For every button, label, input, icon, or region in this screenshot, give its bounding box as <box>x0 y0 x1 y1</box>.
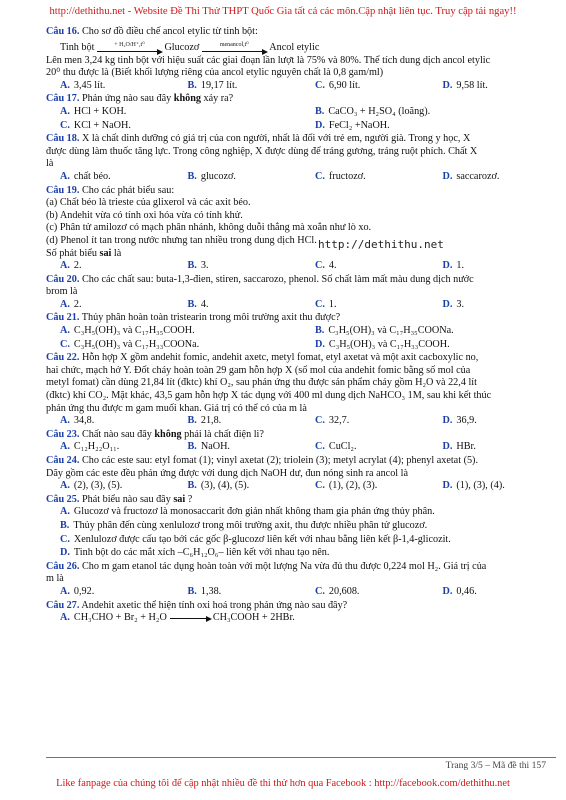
option-c[interactable]: C. 1. <box>315 298 337 310</box>
arrow-condition-2: menancol,t⁰ <box>219 41 249 48</box>
option-b[interactable]: B. 21,8. <box>187 415 222 427</box>
reaction-arrow-2 <box>202 41 266 55</box>
option-d[interactable]: D. C₃H₅(OH)₃ và C₁₇H₃₃COOH. <box>315 338 450 350</box>
option-d[interactable]: D. Tinh bột do các mắt xích –C₆H₁₂O₆– liên kết với nhau tạo nên. <box>60 547 330 559</box>
answer-options <box>46 534 556 547</box>
option-a[interactable]: A. 0,92. <box>60 585 95 597</box>
answer-options <box>46 520 556 533</box>
watermark-url: http://dethithu.net <box>318 238 444 251</box>
question-21: Câu 21. Thủy phân hoàn toàn tristearin trong môi trường axit thu được? A. C₃H₅(OH)₃ và C₁₇H₃₅COOH. B. C₃H₅(OH)₃ và C₁₇H₃₅COONa. C. C₃H₅(OH)₃ và C₁₇H₃₃COONa. D. C₃H₅(OH)₃ và C₁₇H₃₃COOH. <box>46 312 556 351</box>
question-25: Câu 25. Phát biểu nào sau đây sai ? A. Glucozơ và fructozơ là monosaccarit đơn giản nhất không tham gia phản ứng thủy phân. B. Thủy phân đến cùng xenlulozơ trong môi trường axit, thu được nhiều phân tử glucozơ. C. Xenlulozơ được cấu tạo bởi các gốc β-glucozơ liên kết với nhau bằng liên kết β-1,4-glicozit. D. Tinh bột do các mắt xích –C₆H₁₂O₆– liên kết với nhau tạo nên. <box>46 494 556 560</box>
option-d[interactable]: D. HBr. <box>442 441 476 453</box>
answer-options <box>46 120 556 133</box>
question-number: Câu 17. <box>46 93 80 105</box>
answer-options <box>46 171 556 184</box>
option-c[interactable]: C. CuCl₂. <box>315 441 357 453</box>
option-a[interactable]: A. (2), (3), (5). <box>60 480 123 492</box>
reaction-scheme <box>60 39 556 55</box>
option-c[interactable]: C. (1), (2), (3). <box>315 480 378 492</box>
site-header-link[interactable]: http://dethithu.net - Website Đề Thi Thử THPT Quốc Gia tất cả các môn.Cập nhật liên tục. Truy cập tải ngay!! <box>49 6 517 17</box>
option-b[interactable]: B. NaOH. <box>187 441 230 453</box>
option-a[interactable]: A. chất béo. <box>60 170 111 182</box>
option-a[interactable]: A. Glucozơ và fructozơ là monosaccarit đơn giản nhất không tham gia phản ứng thủy phân. <box>60 506 435 518</box>
option-c[interactable]: C. KCl + NaOH. <box>60 119 131 131</box>
footer-divider <box>46 757 556 758</box>
arrow-condition-1: + H₂O/H⁺,t⁰ <box>114 41 145 48</box>
question-number: Câu 21. <box>46 312 80 324</box>
option-a[interactable]: A. 34,8. <box>60 415 95 427</box>
option-d[interactable]: D. 0,46. <box>442 585 477 597</box>
question-number: Câu 25. <box>46 493 80 505</box>
footer-fanpage-link[interactable]: Like fanpage của chúng tôi để cập nhật nhiều đề thi thử hơn qua Facebook : http://facebook.com/dethithu.net <box>56 778 510 789</box>
question-26: Câu 26. Cho m gam etanol tác dụng hoàn toàn với một lượng Na vừa đủ thu được 0,224 mol H₂. Giá trị của m là A. 0,92. B. 1,38. C. 20,608. D. 0,46. <box>46 561 556 599</box>
reaction-arrow-1 <box>97 41 161 55</box>
answer-options <box>46 480 556 493</box>
option-d[interactable]: D. 3. <box>442 298 465 310</box>
exam-content <box>46 26 556 626</box>
question-number: Câu 26. <box>46 560 80 572</box>
answer-options <box>46 547 556 560</box>
question-20: Câu 20. Cho các chất sau: buta-1,3-đien, stiren, saccarozo, phenol. Số chất làm mất màu dung dịch nước brom là A. 2. B. 4. C. 1. D. 3. <box>46 274 556 312</box>
option-c[interactable]: C. 20,608. <box>315 585 360 597</box>
option-a[interactable]: A. 2. <box>60 260 82 272</box>
option-a[interactable]: A. 2. <box>60 298 82 310</box>
option-b[interactable]: B. Thủy phân đến cùng xenlulozơ trong môi trường axit, thu được nhiều phân tử glucozơ. <box>60 519 428 531</box>
question-22: Câu 22. Hỗn hợp X gồm andehit fomic, andehit axetc, metyl fomat, etyl axetat và một axit cacboxylic no, hai chức, mạch hở Y. Đốt cháy hoàn toàn 29 gam hỗn hợp X (số mol của andehit fomic bằng số mol của metyl fomat) cần dùng 21,84 lít (đktc) khí O₂, sau phản ứng thu được sản phẩm cháy gồm H₂O và 22,4 lít (đktc) khí CO₂. Mặt khác, 43,5 gam hỗn hợp X tác dụng với 400 ml dung dịch NaHCO₃ 1M, sau khi kết thúc phản ứng thu được m gam muối khan. Giá trị có thể có của m là A. 34,8. B. 21,8. C. 32,7. D. 36,9. <box>46 352 556 428</box>
question-24: Câu 24. Cho các este sau: etyl fomat (1); vinyl axetat (2); triolein (3); metyl acrylat (4); phenyl axetat (5). Dãy gồm các este đều phản ứng được với dung dịch NaOH dư, đun nóng sinh ra ancol là A. (2), (3), (5). B. (3), (4), (5). C. (1), (2), (3). D. (1), (3), (4). <box>46 455 556 493</box>
option-c[interactable]: C. C₃H₅(OH)₃ và C₁₇H₃₃COONa. <box>60 338 200 350</box>
answer-options <box>46 612 556 625</box>
option-b[interactable]: B. 4. <box>187 298 209 310</box>
answer-options <box>46 506 556 519</box>
answer-options <box>46 415 556 428</box>
question-text: 20⁰ thu được là (Biết khối lượng riêng của ancol etylic nguyên chất là 0,8 gam/ml) <box>46 67 384 79</box>
statement-d: (d) Phenol ít tan trong nước nhưng tan nhiều trong dung dịch HCl. <box>46 234 317 246</box>
question-number: Câu 24. <box>46 455 80 466</box>
option-d[interactable]: D. 9,58 lít. <box>442 79 488 91</box>
answer-options <box>46 106 556 119</box>
option-b[interactable]: B. 1,38. <box>187 585 222 597</box>
question-17: Câu 17. Phản ứng nào sau đây không xảy ra? A. HCl + KOH. B. CaCO₃ + H₂SO₄ (loãng). C. KCl + NaOH. D. FeCl₂ +NaOH. <box>46 93 556 132</box>
question-number: Câu 23. <box>46 428 80 440</box>
option-c[interactable]: C. fructozơ. <box>315 170 366 182</box>
reaction-arrow <box>170 614 210 622</box>
reactant-starch: Tinh bột <box>60 42 95 53</box>
product-ethanol: Ancol etylic <box>269 42 320 53</box>
option-b[interactable]: B. C₃H₅(OH)₃ và C₁₇H₃₅COONa. <box>315 325 454 337</box>
answer-options <box>46 586 556 599</box>
question-text: Lên men 3,24 kg tinh bột với hiệu suất các giai đoạn lần lượt là 75% và 80%. Thể tích dung dịch ancol etylic <box>46 54 491 66</box>
question-number: Câu 19. <box>46 184 80 196</box>
answer-options <box>46 260 556 273</box>
question-number: Câu 16. <box>46 26 80 37</box>
option-a[interactable]: A. HCl + KOH. <box>60 105 127 117</box>
question-23: Câu 23. Chất nào sau đây không phải là chất điện li? A. C₁₂H₂₂O₁₁. B. NaOH. C. CuCl₂. D. HBr. <box>46 429 556 454</box>
answer-options <box>46 299 556 312</box>
answer-options <box>46 339 556 352</box>
option-a[interactable]: A. C₁₂H₂₂O₁₁. <box>60 441 120 453</box>
statement-a: (a) Chất béo là trieste của glixerol và các axit béo. <box>46 197 251 209</box>
question-19: Câu 19. Cho các phát biểu sau: (a) Chất béo là trieste của glixerol và các axit béo. (b) Andehit vừa có tính oxi hóa vừa có tính khử. (c) Phân tử amilozơ có mạch phân nhánh, không duỗi thẳng mà xoắn như lò xo. (d) Phenol ít tan trong nước nhưng tan nhiều trong dung dịch HCl. Số phát biểu sai là A. 2. B. 3. C. 4. D. 1. <box>46 185 556 273</box>
option-b[interactable]: B. glucozơ. <box>187 170 236 182</box>
option-b[interactable]: B. CaCO₃ + H₂SO₄ (loãng). <box>315 105 431 117</box>
option-c[interactable]: C. Xenlulozơ được cấu tạo bởi các gốc β-glucozơ liên kết với nhau bằng liên kết β-1,4-glicozit. <box>60 533 451 545</box>
option-d[interactable]: D. FeCl₂ +NaOH. <box>315 119 390 131</box>
question-16 <box>46 26 556 92</box>
option-a[interactable]: A. 3,45 lít. <box>60 79 106 91</box>
option-a[interactable]: A. C₃H₅(OH)₃ và C₁₇H₃₅COOH. <box>60 325 195 337</box>
option-c[interactable]: C. 4. <box>315 260 337 272</box>
question-number: Câu 18. <box>46 133 80 145</box>
option-b[interactable]: B. 3. <box>187 260 209 272</box>
question-stem: Cho sơ đồ điều chế ancol etylic từ tinh bột: <box>81 26 258 37</box>
option-d[interactable]: D. 36,9. <box>442 415 477 427</box>
option-d[interactable]: D. saccarozơ. <box>442 170 500 182</box>
statement-list <box>46 197 556 247</box>
answer-options <box>46 325 556 338</box>
page-number: Trang 3/5 – Mã đề thi 157 <box>445 760 546 771</box>
question-18: Câu 18. X là chất dinh dưỡng có giá trị của con người, nhất là đối với trẻ em, người già. Trong y học, X được dùng làm thuốc tăng lực. Trong công nghiệp, X được dùng để tráng gương, tráng ruột phích. Chất X là A. chất béo. B. glucozơ. C. fructozơ. D. saccarozơ. <box>46 133 556 183</box>
question-number: Câu 22. <box>46 352 80 364</box>
statement-b: (b) Andehit vừa có tính oxi hóa vừa có tính khử. <box>46 209 243 221</box>
option-d[interactable]: D. (1), (3), (4). <box>442 480 505 492</box>
option-d[interactable]: D. 1. <box>442 260 465 272</box>
statement-c: (c) Phân tử amilozơ có mạch phân nhánh, không duỗi thẳng mà xoắn như lò xo. <box>46 222 372 234</box>
product-glucose: Glucozơ <box>164 42 200 53</box>
option-b[interactable]: B. 19,17 lít. <box>187 79 238 91</box>
answer-options <box>46 80 556 93</box>
option-a[interactable]: A. CH₃CHO + Br₂ + H₂O CH₃COOH + 2HBr. <box>60 612 295 624</box>
question-27: Câu 27. Andehit axetic thể hiện tính oxi hoá trong phản ứng nào sau đây? A. CH₃CHO + Br₂ + H₂O CH₃COOH + 2HBr. <box>46 600 556 625</box>
question-number: Câu 20. <box>46 273 80 285</box>
option-b[interactable]: B. (3), (4), (5). <box>187 480 250 492</box>
option-c[interactable]: C. 6,90 lít. <box>315 79 361 91</box>
option-c[interactable]: C. 32,7. <box>315 415 350 427</box>
answer-options <box>46 441 556 454</box>
question-number: Câu 27. <box>46 599 80 611</box>
